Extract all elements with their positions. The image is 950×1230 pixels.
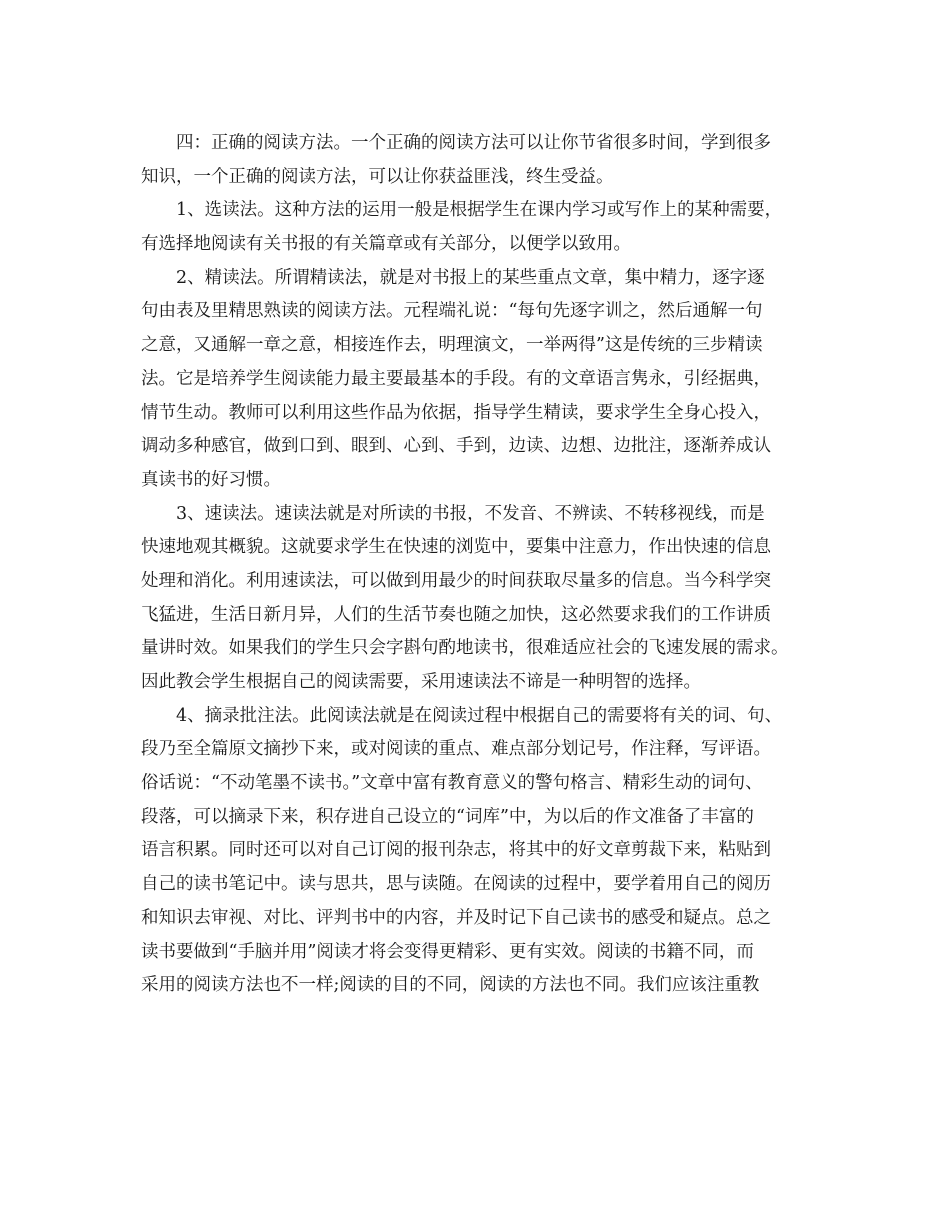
text-line: 3、速读法。速读法就是对所读的书报，不发音、不辨读、不转移视线，而是 bbox=[176, 503, 765, 524]
text-line: 自己的读书笔记中。读与思共，思与读随。在阅读的过程中，要学着用自己的阅历 bbox=[141, 874, 771, 895]
text-line: 语言积累。同时还可以对自己订阅的报刊杂志，将其中的好文章剪裁下来，粘贴到 bbox=[141, 840, 771, 861]
text-line: 和知识去审视、对比、评判书中的内容，并及时记下自己读书的感受和疑点。总之 bbox=[141, 907, 771, 928]
text-line: 4、摘录批注法。此阅读法就是在阅读过程中根据自己的需要将有关的词、句、 bbox=[176, 705, 783, 726]
text-line: 法。它是培养学生阅读能力最主要最基本的手段。有的文章语言隽永，引经据典， bbox=[141, 368, 771, 389]
text-line: 调动多种感官，做到口到、眼到、心到、手到，边读、边想、边批注，逐渐养成认 bbox=[141, 436, 771, 457]
text-line: 2、精读法。所谓精读法，就是对书报上的某些重点文章，集中精力，逐字逐 bbox=[176, 267, 765, 288]
text-line: 1、选读法。这种方法的运用一般是根据学生在课内学习或写作上的某种需要， bbox=[176, 200, 783, 221]
text-line: 快速地观其概貌。这就要求学生在快速的浏览中，要集中注意力，作出快速的信息 bbox=[141, 537, 771, 558]
text-line: 知识，一个正确的阅读方法，可以让你获益匪浅，终生受益。 bbox=[141, 166, 614, 187]
text-line: 真读书的好习惯。 bbox=[141, 469, 281, 490]
text-line: 俗话说：“不动笔墨不读书。”文章中富有教育意义的警句格言、精彩生动的词句、 bbox=[141, 773, 763, 794]
text-line: 情节生动。教师可以利用这些作品为依据，指导学生精读，要求学生全身心投入， bbox=[141, 402, 771, 423]
text-line: 段落，可以摘录下来，积存进自己设立的“词库”中，为以后的作文准备了丰富的 bbox=[141, 806, 754, 827]
text-line: 四：正确的阅读方法。一个正确的阅读方法可以让你节省很多时间，学到很多 bbox=[176, 133, 771, 153]
text-line: 飞猛进，生活日新月异，人们的生活节奏也随之加快，这必然要求我们的工作讲质 bbox=[141, 604, 771, 625]
text-line: 之意，又通解一章之意，相接连作去，明理演文，一举两得”这是传统的三步精读 bbox=[141, 335, 763, 356]
text-line: 读书要做到“手脑并用”阅读才将会变得更精彩、更有实效。阅读的书籍不同，而 bbox=[141, 941, 754, 962]
text-line: 段乃至全篇原文摘抄下来，或对阅读的重点、难点部分划记号，作注释，写评语。 bbox=[141, 739, 771, 760]
text-line: 因此教会学生根据自己的阅读需要，采用速读法不谛是一种明智的选择。 bbox=[141, 672, 701, 692]
document-body bbox=[141, 127, 821, 1003]
text-line: 句由表及里精思熟读的阅读方法。元程端礼说：“每句先逐字训之，然后通解一句 bbox=[141, 301, 763, 322]
text-line: 有选择地阅读有关书报的有关篇章或有关部分，以便学以致用。 bbox=[141, 234, 631, 255]
text-line: 量讲时效。如果我们的学生只会字斟句酌地读书，很难适应社会的飞速发展的需求。 bbox=[141, 638, 789, 659]
text-line: 处理和消化。利用速读法，可以做到用最少的时间获取尽量多的信息。当今科学突 bbox=[141, 570, 771, 591]
text-line: 采用的阅读方法也不一样;阅读的目的不同，阅读的方法也不同。我们应该注重教 bbox=[141, 975, 760, 996]
